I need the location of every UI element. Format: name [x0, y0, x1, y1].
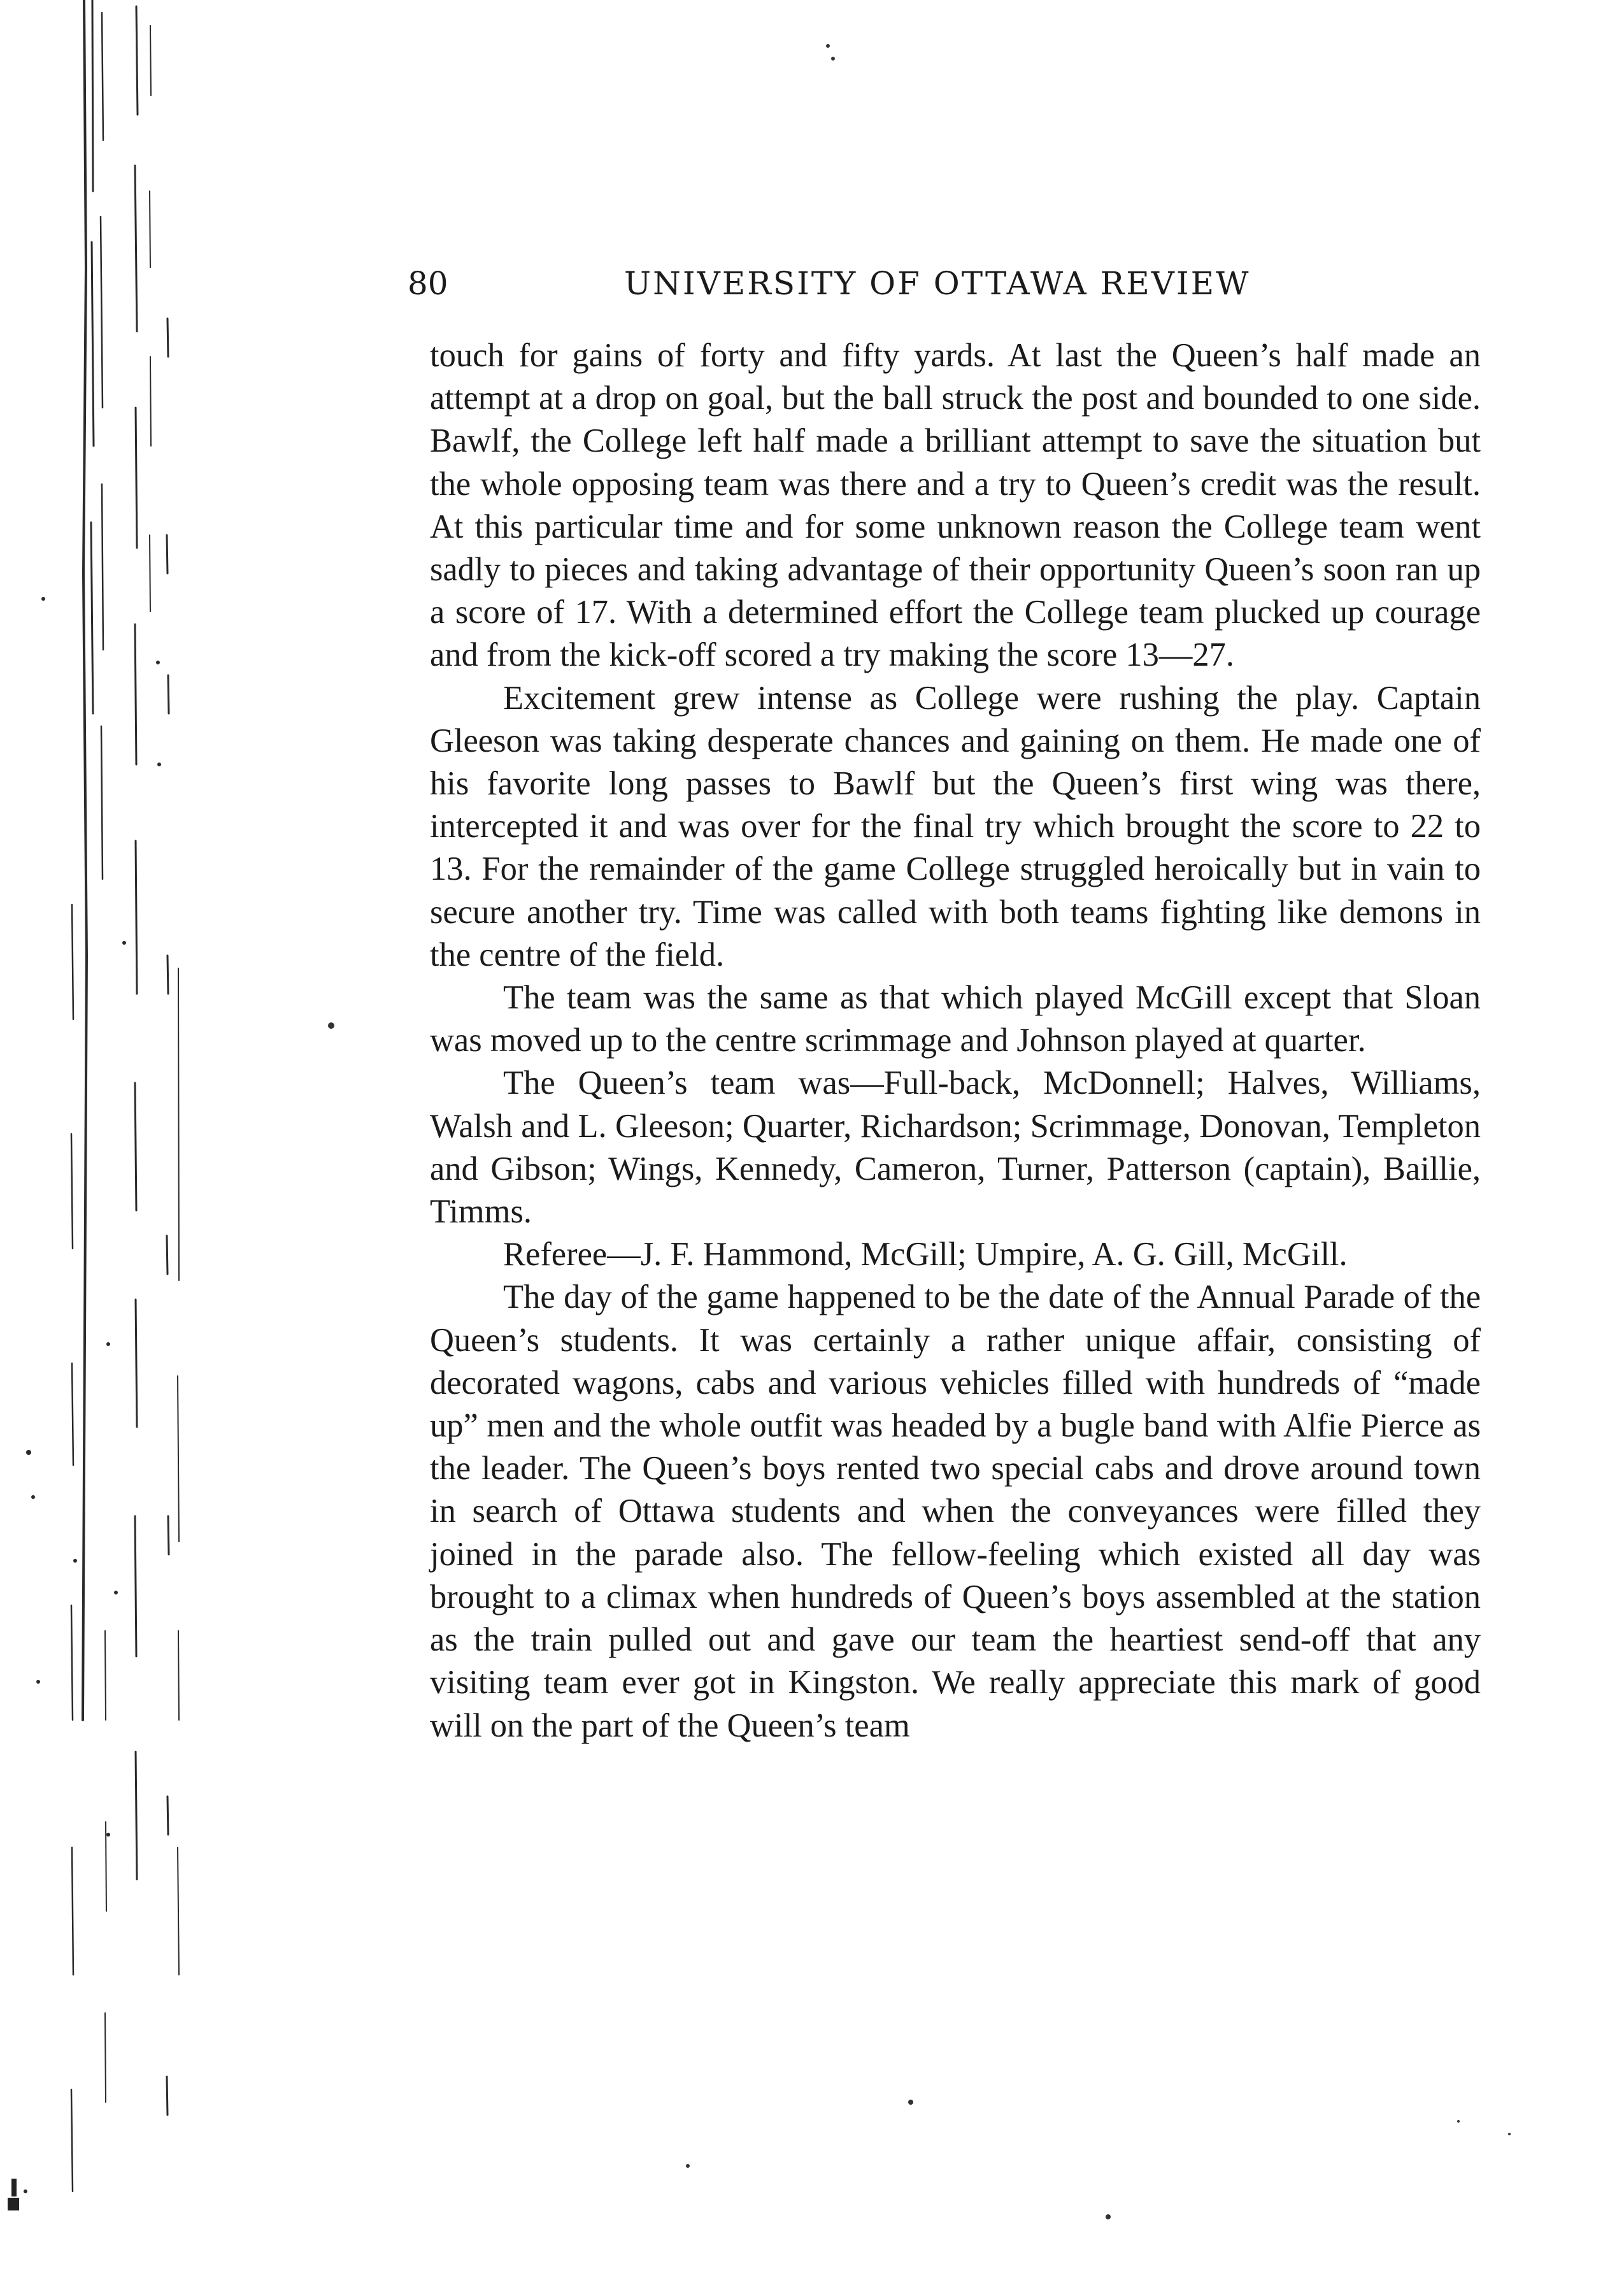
paragraph: The team was the same as that which played McGill except that Sloan was moved up to the centre scrimmage and Johnson played at quarter. — [430, 979, 1481, 1059]
paragraph: The Queen’s team was—Full-back, McDonnell; Halves, Williams, Walsh and L. Gleeson; Quarter, Richardson; Scrimmage, Donovan, Templeton and Gibson; Wings, Kennedy, Cameron, Turner, Patterson (captain), Baillie, Timms. — [430, 1064, 1481, 1231]
paragraph: Referee—J. F. Hammond, McGill; Umpire, A. G. Gill, McGill. — [503, 1236, 1348, 1273]
paragraph: touch for gains of forty and fifty yards. At last the Queen’s half made an attempt at a drop on goal, but the ball struck the post and bounded to one side. Bawlf, the College left half made a brilliant attempt to save the situation but the whole opposing team was there and a try to Queen’s credit was the result. At this particular time and for some unknown reason the College team went sadly to pieces and taking advantage of their opportunity Queen’s soon ran up a score of 17. With a determined effort the College team plucked up courage and from the kick-off scored a try making the score 13—27. — [430, 337, 1481, 674]
running-head — [408, 261, 1478, 306]
page-number: 80 — [408, 265, 448, 302]
paragraph: Excitement grew intense as College were rushing the play. Captain Gleeson was taking desperate chances and gaining on them. He made one of his favorite long passes to Bawlf but the Queen’s first wing was there, intercepted it and was over for the final try which brought the score to 22 to 13. For the remainder of the game College struggled heroically but in vain to secure another try. Time was called with both teams fighting like demons in the centre of the field. — [430, 679, 1481, 973]
journal-title: UNIVERSITY OF OTTAWA REVIEW — [624, 265, 1251, 302]
paragraph: The day of the game happened to be the date of the Annual Parade of the Queen’s students. It was certainly a rather unique affair, consisting of decorated wagons, cabs and various vehicles filled with hundreds of “made up” men and the whole outfit was headed by a bugle band with Alfie Pierce as the leader. The Queen’s boys rented two special cabs and drove around town in search of Ottawa students and when the conveyances were filled they joined in the parade also. The fellow-feeling which existed all day was brought to a climax when hundreds of Queen’s boys assembled at the station as the train pulled out and gave our team the heartiest send-off that any visiting team ever got in Kingston. We really appreciate this mark of good will on the part of the Queen’s team — [430, 1279, 1481, 1744]
binding-edge-artifacts — [0, 0, 204, 2271]
article-body — [430, 334, 1481, 1747]
